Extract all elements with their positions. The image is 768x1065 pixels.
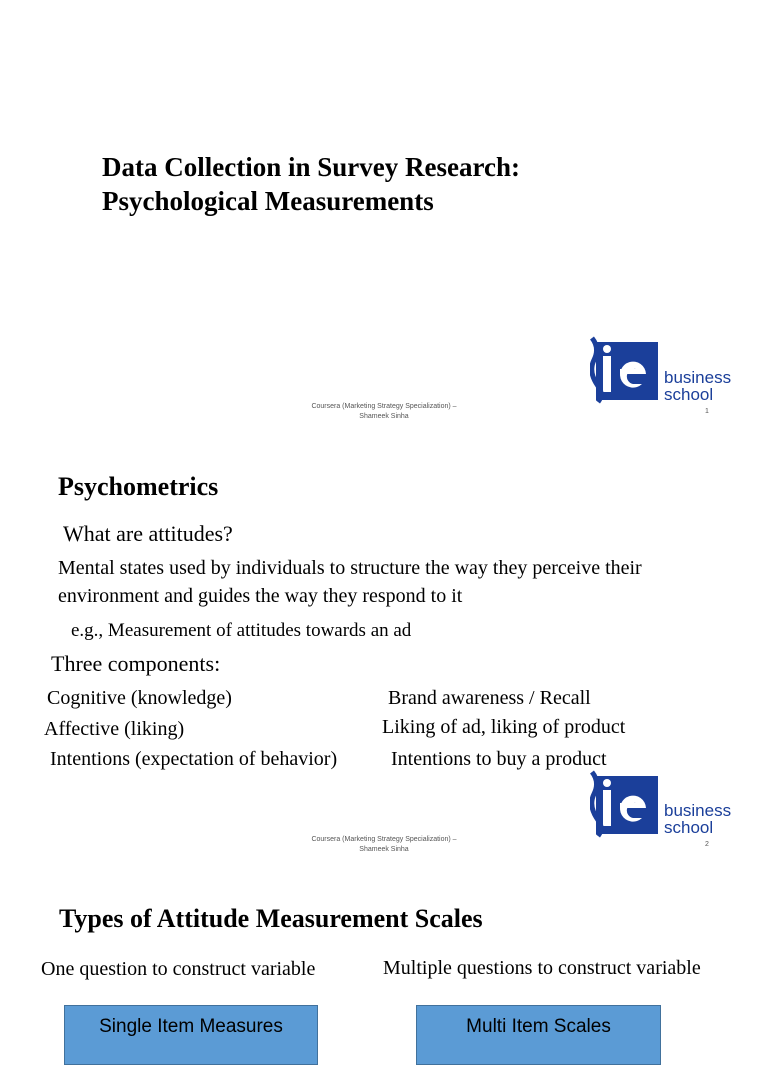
component-example: Brand awareness / Recall [388,687,591,709]
footer-line: Shameek Sinha [359,846,409,853]
component-name: Intentions (expectation of behavior) [50,748,338,770]
component-name: Affective (liking) [44,718,185,740]
multi-item-scales-box: Multi Item Scales [416,1005,661,1065]
slide2-title: Psychometrics [58,472,219,501]
slide2-footer [274,835,494,855]
footer-line: Shameek Sinha [359,413,409,420]
component-example: Liking of ad, liking of product [382,716,626,738]
component-example: Intentions to buy a product [391,748,607,770]
logo-text-school: school [664,385,714,404]
ie-logo-mark-icon [590,770,662,838]
components-heading: Three components: [51,651,221,676]
slide1-page-number: 1 [705,408,709,415]
slide2-page-number: 2 [705,841,709,848]
component-name: Cognitive (knowledge) [47,687,232,709]
logo-text-school: school [664,818,714,837]
slide1-footer [274,402,494,422]
definition-line1: Mental states used by individuals to structure the way they perceive their [58,557,642,579]
ie-business-school-logo [590,336,740,404]
ie-logo-mark-icon [590,336,662,404]
logo-text-business: business [664,801,732,820]
single-item-measures-box: Single Item Measures [64,1005,318,1065]
footer-line: Coursera (Marketing Strategy Specialization) – [311,836,457,843]
definition-line2: environment and guides the way they respond to it [58,585,463,607]
example-text: e.g., Measurement of attitudes towards an ad [71,620,412,641]
slide3-title: Types of Attitude Measurement Scales [59,904,483,933]
slide1-title-line2: Psychological Measurements [102,186,434,216]
logo-text-business: business [664,368,732,387]
attitudes-question: What are attitudes? [63,521,233,546]
left-caption: One question to construct variable [41,958,316,980]
right-caption: Multiple questions to construct variable [383,957,701,979]
footer-line: Coursera (Marketing Strategy Specialization) – [311,403,457,410]
slide1-title-line1: Data Collection in Survey Research: [102,152,520,182]
ie-business-school-logo [590,770,740,837]
